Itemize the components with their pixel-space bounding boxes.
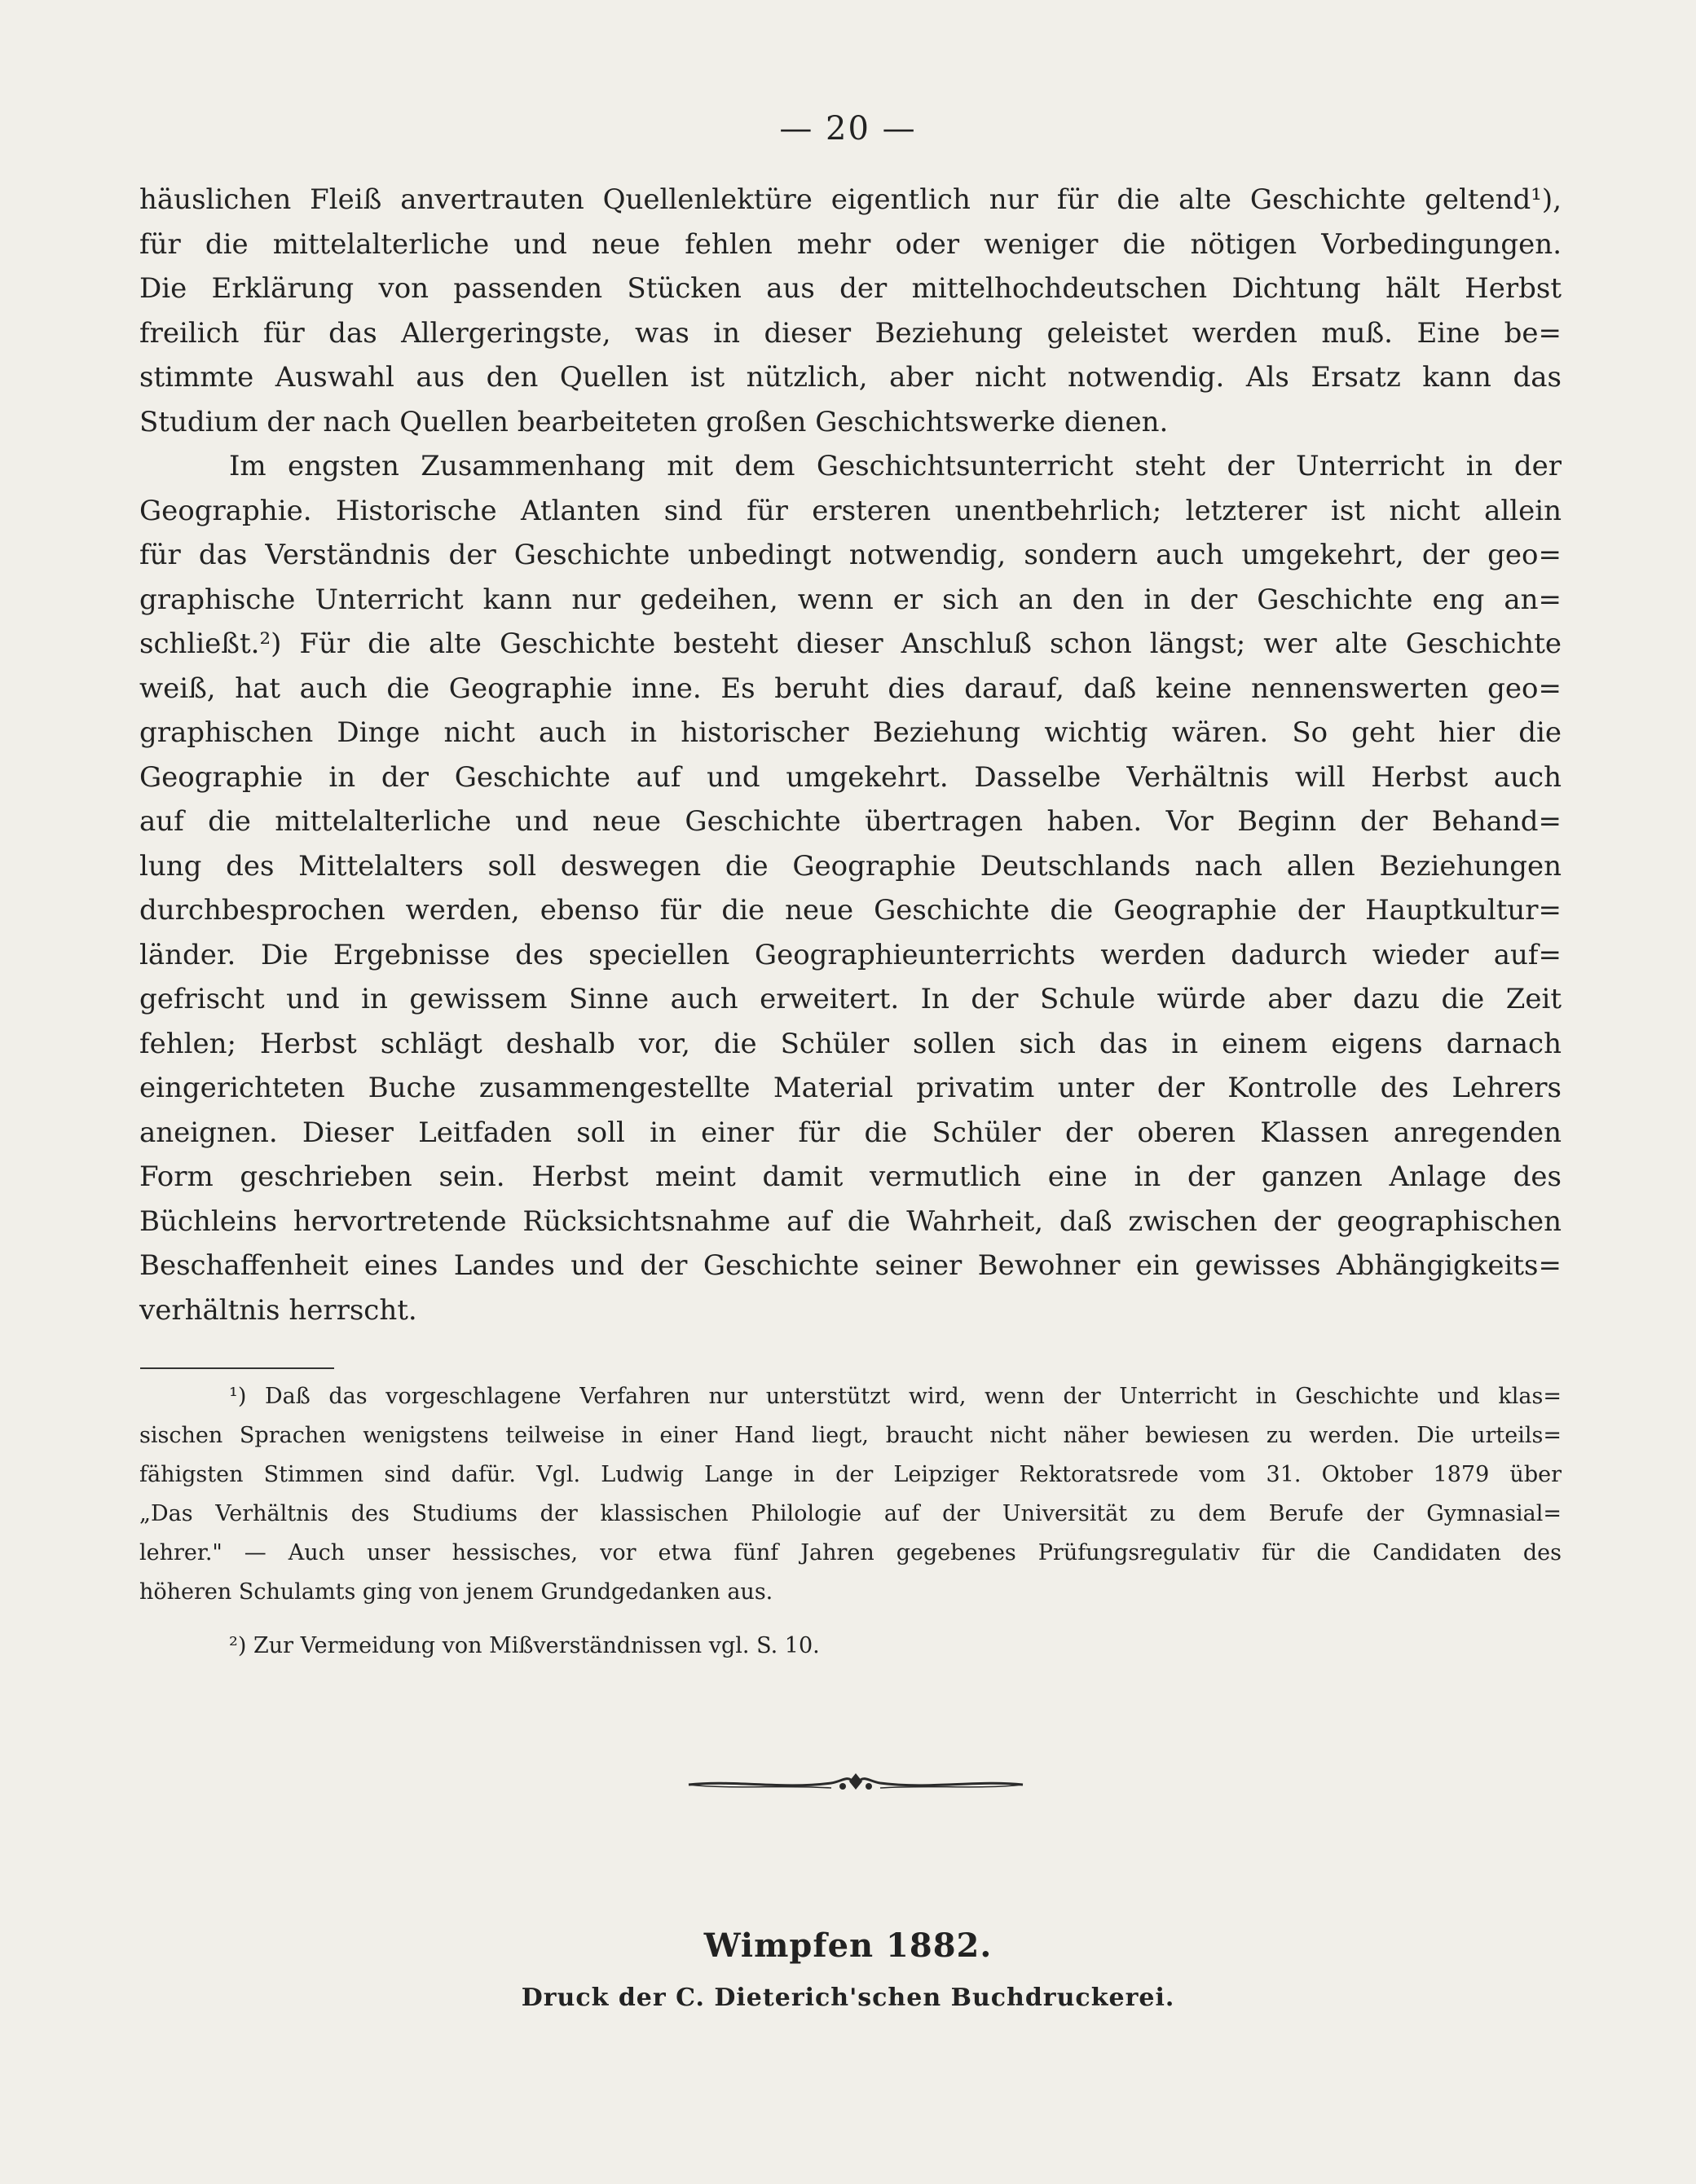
main-text	[139, 178, 1562, 1332]
text-line: fehlen; Herbst schlägt deshalb vor, die Schüler sollen sich das in einem eigens darnach	[139, 1027, 1562, 1060]
footnotes	[139, 1377, 1562, 1666]
text-line: aneignen. Dieser Leitfaden soll in einer für die Schüler der oberen Klassen anregenden	[139, 1116, 1562, 1149]
page-number: — 20 —	[779, 110, 917, 148]
text-line: graphische Unterricht kann nur gedeihen, wenn er sich an den in der Geschichte eng an=	[139, 583, 1562, 616]
text-line: länder. Die Ergebnisse des speciellen Geographieunterrichts werden dadurch wieder auf=	[139, 938, 1562, 971]
footnote-line: fähigsten Stimmen sind dafür. Vgl. Ludwig Lange in der Leipziger Rektoratsrede vom 31. Oktober 1879 über	[139, 1462, 1562, 1487]
text-line: Die Erklärung von passenden Stücken aus der mittelhochdeutschen Dichtung hält Herbst	[139, 272, 1562, 305]
footnote-line: ¹) Daß das vorgeschlagene Verfahren nur unterstützt wird, wenn der Unterricht in Geschichte und klas=	[229, 1384, 1562, 1409]
footnote-line: höheren Schulamts ging von jenem Grundgedanken aus.	[139, 1579, 773, 1605]
text-line: Im engsten Zusammenhang mit dem Geschichtsunterricht steht der Unterricht in der	[229, 450, 1562, 482]
text-line: Geographie in der Geschichte auf und umgekehrt. Dasselbe Verhältnis will Herbst auch	[139, 760, 1562, 794]
text-line: Beschaffenheit eines Landes und der Geschichte seiner Bewohner ein gewisses Abhängigkeits=	[139, 1249, 1562, 1282]
text-line: Studium der nach Quellen bearbeiteten großen Geschichtswerke dienen.	[139, 405, 1169, 438]
footnote-line: sischen Sprachen wenigstens teilweise in einer Hand liegt, braucht nicht näher bewiesen zu werden. Die urteils=	[139, 1423, 1562, 1448]
text-line: für die mittelalterliche und neue fehlen mehr oder weniger die nötigen Vorbedingungen.	[139, 227, 1562, 261]
text-line: gefrischt und in gewissem Sinne auch erweitert. In der Schule würde aber dazu die Zeit	[139, 983, 1562, 1015]
text-line: stimmte Auswahl aus den Quellen ist nützlich, aber nicht notwendig. Als Ersatz kann das	[139, 361, 1562, 394]
text-line: Geographie. Historische Atlanten sind für ersteren unentbehrlich; letzterer ist nicht allein	[139, 494, 1562, 527]
imprint-printer: Druck der C. Dieterich'schen Buchdruckerei.	[521, 1984, 1175, 2012]
text-line: weiß, hat auch die Geographie inne. Es beruht dies darauf, daß keine nennenswerten geo=	[139, 671, 1562, 705]
footnote-separator	[140, 1367, 334, 1369]
text-line: verhältnis herrscht.	[139, 1293, 417, 1327]
text-line: auf die mittelalterliche und neue Geschichte übertragen haben. Vor Beginn der Behand=	[139, 805, 1562, 838]
imprint-place-year: Wimpfen 1882.	[703, 1926, 993, 1965]
text-line: für das Verständnis der Geschichte unbedingt notwendig, sondern auch umgekehrt, der geo=	[139, 539, 1562, 571]
text-line: Form geschrieben sein. Herbst meint damit vermutlich eine in der ganzen Anlage des	[139, 1160, 1562, 1193]
text-line: eingerichteten Buche zusammengestellte Material privatim unter der Kontrolle des Lehrers	[139, 1072, 1562, 1104]
ornament-divider	[685, 1765, 1027, 1801]
text-line: graphischen Dinge nicht auch in historischer Beziehung wichtig wären. So geht hier die	[139, 716, 1562, 749]
text-line: Büchleins hervortretende Rücksichtsnahme auf die Wahrheit, daß zwischen der geographischen	[139, 1204, 1562, 1238]
text-line: lung des Mittelalters soll deswegen die Geographie Deutschlands nach allen Beziehungen	[139, 849, 1562, 883]
footnote-line: „Das Verhältnis des Studiums der klassischen Philologie auf der Universität zu dem Berufe der Gymnasial=	[139, 1501, 1562, 1526]
text-line: freilich für das Allergeringste, was in dieser Beziehung geleistet werden muß. Eine be=	[139, 316, 1562, 350]
text-line: häuslichen Fleiß anvertrauten Quellenlektüre eigentlich nur für die alte Geschichte geltend¹),	[139, 183, 1562, 216]
text-line: schließt.²) Für die alte Geschichte besteht dieser Anschluß schon längst; wer alte Geschichte	[139, 627, 1562, 660]
text-line: durchbesprochen werden, ebenso für die neue Geschichte die Geographie der Hauptkultur=	[139, 894, 1562, 927]
footnote-2: ²) Zur Vermeidung von Mißverständnissen vgl. S. 10.	[229, 1633, 820, 1658]
footnote-line: lehrer." — Auch unser hessisches, vor etwa fünf Jahren gegebenes Prüfungsregulativ für die Candidaten des	[139, 1540, 1562, 1565]
